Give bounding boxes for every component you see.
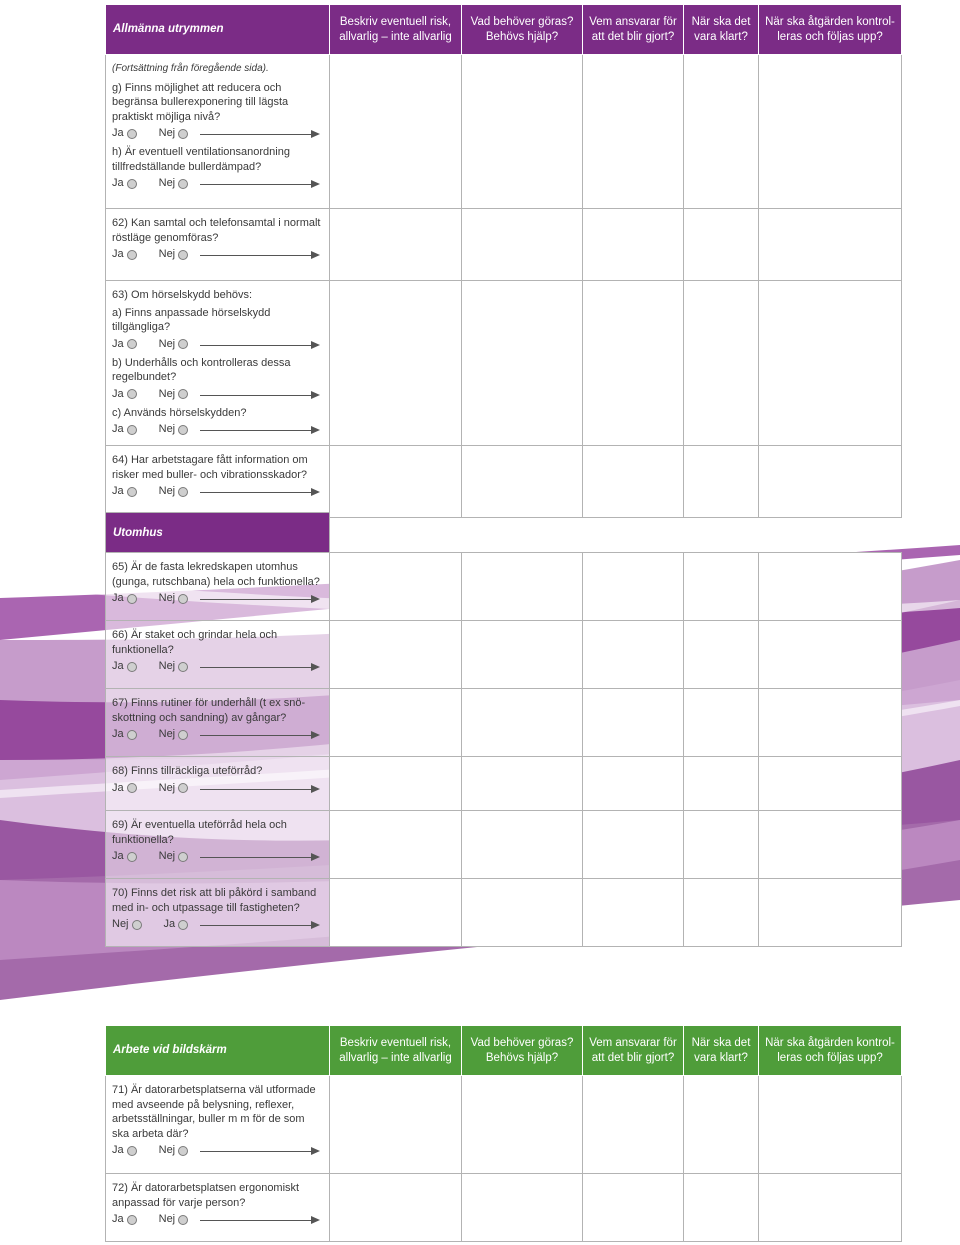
question-text: 68) Finns tillräckliga uteförråd?	[112, 765, 263, 777]
section-header-row	[106, 513, 902, 553]
arrow-right-icon	[200, 599, 318, 600]
choice-label: Ja	[112, 1213, 124, 1225]
answer-choices	[112, 727, 323, 744]
choice-label: Nej	[112, 918, 129, 930]
choice-label: Ja	[112, 728, 124, 740]
choice-label: Nej	[158, 485, 176, 497]
table-row	[106, 811, 902, 879]
section-title: Allmänna utrymmen	[106, 5, 330, 55]
choice-radio[interactable]	[178, 389, 188, 399]
choice-label: Nej	[158, 248, 176, 260]
answer-cell[interactable]	[330, 55, 462, 209]
question-text: g) Finns möjlighet att reducera och begränsa bullerexponering till lägsta praktiskt möjliga nivå?	[112, 81, 289, 123]
answer-choices	[112, 337, 323, 354]
table-row	[106, 553, 902, 621]
risk-table-utomhus	[105, 512, 902, 947]
table-row	[106, 446, 902, 518]
column-header-risk: Beskriv eventuell risk, allvarlig – inte allvarlig	[330, 5, 462, 55]
answer-choices	[112, 484, 323, 501]
question-text: 71) Är datorarbetsplatserna väl utformade med avseende på belysning, reflexer, arbetsställningar, buller m m för de som ska arbeta där?	[112, 1084, 316, 1140]
answer-cell[interactable]	[462, 446, 583, 518]
answer-choices	[112, 917, 323, 934]
answer-cell[interactable]	[684, 621, 759, 689]
answer-cell[interactable]	[684, 811, 759, 879]
answer-cell[interactable]	[462, 1174, 583, 1242]
choice-label: Nej	[158, 728, 176, 740]
question-text: 70) Finns det risk att bli påkörd i samband med in- och utpassage till fastigheten?	[112, 887, 317, 914]
column-header-risk: Beskriv eventuell risk, allvarlig – inte allvarlig	[330, 1026, 462, 1076]
question-cell	[106, 621, 330, 689]
arrow-right-icon	[200, 395, 318, 396]
choice-label: Nej	[158, 660, 176, 672]
choice-label: Nej	[158, 850, 176, 862]
question-cell	[106, 209, 330, 281]
answer-choices	[112, 1212, 323, 1229]
answer-cell[interactable]	[462, 689, 583, 757]
answer-cell[interactable]	[759, 281, 902, 446]
question-cell	[106, 811, 330, 879]
arrow-right-icon	[200, 430, 318, 431]
answer-cell[interactable]	[462, 757, 583, 811]
arrow-right-icon	[200, 925, 318, 926]
choice-radio[interactable]	[127, 389, 137, 399]
answer-cell[interactable]	[462, 553, 583, 621]
question-text: 69) Är eventuella uteförråd hela och funktionella?	[112, 819, 287, 846]
question-text: h) Är eventuell ventilationsanordning tillfredställande bullerdämpad?	[112, 146, 290, 173]
answer-cell[interactable]	[583, 621, 684, 689]
question-cell	[106, 879, 330, 947]
table-row	[106, 879, 902, 947]
answer-choices	[112, 1143, 323, 1160]
answer-cell[interactable]	[462, 1076, 583, 1174]
choice-label: Nej	[158, 337, 176, 350]
choice-radio[interactable]	[178, 339, 188, 349]
answer-cell[interactable]	[684, 757, 759, 811]
arrow-right-icon	[200, 255, 318, 256]
answer-cell[interactable]	[330, 811, 462, 879]
question-cell	[106, 446, 330, 518]
table-row	[106, 1076, 902, 1174]
arrow-right-icon	[200, 667, 318, 668]
question-text: 62) Kan samtal och telefonsamtal i normalt röstläge genomföras?	[112, 217, 321, 244]
choice-radio[interactable]	[178, 783, 188, 793]
arrow-right-icon	[200, 735, 318, 736]
answer-cell[interactable]	[759, 209, 902, 281]
risk-table-bildskarm	[105, 1025, 902, 1242]
choice-label: Nej	[158, 127, 176, 139]
answer-cell[interactable]	[759, 811, 902, 879]
choice-label: Ja	[112, 127, 124, 139]
choice-radio[interactable]	[127, 339, 137, 349]
choice-radio[interactable]	[178, 852, 188, 862]
table-row	[106, 1174, 902, 1242]
choice-label: Ja	[112, 177, 124, 189]
choice-radio[interactable]	[178, 179, 188, 189]
answer-cell[interactable]	[684, 209, 759, 281]
answer-choices	[112, 591, 323, 608]
column-header-responsible: Vem ansvarar för att det blir gjort?	[583, 1026, 684, 1076]
answer-cell[interactable]	[583, 55, 684, 209]
answer-cell[interactable]	[583, 1174, 684, 1242]
choice-label: Nej	[158, 1144, 176, 1156]
arrow-right-icon	[200, 345, 318, 346]
choice-label: Ja	[112, 423, 124, 435]
question-text: 67) Finns rutiner för underhåll (t ex snö-skottning och sandning) av gångar?	[112, 697, 306, 724]
answer-cell[interactable]	[330, 1174, 462, 1242]
column-header-followup: När ska åtgärden kontrol-leras och följas upp?	[759, 5, 902, 55]
answer-cell[interactable]	[684, 1076, 759, 1174]
choice-radio[interactable]	[178, 425, 188, 435]
question-text: 66) Är staket och grindar hela och funktionella?	[112, 629, 278, 656]
question-cell	[106, 1076, 330, 1174]
choice-label: Ja	[112, 781, 124, 794]
answer-cell[interactable]	[684, 281, 759, 446]
answer-choices	[112, 422, 323, 439]
answer-cell[interactable]	[330, 209, 462, 281]
answer-cell[interactable]	[583, 879, 684, 947]
question-cell	[106, 757, 330, 811]
continuation-note: (Fortsättning från föregående sida).	[112, 63, 269, 74]
answer-cell[interactable]	[684, 879, 759, 947]
answer-cell[interactable]	[759, 621, 902, 689]
table-row	[106, 621, 902, 689]
choice-radio[interactable]	[178, 662, 188, 672]
choice-radio[interactable]	[132, 920, 142, 930]
column-header-deadline: När ska det vara klart?	[684, 5, 759, 55]
table-row	[106, 209, 902, 281]
table-row	[106, 55, 902, 209]
answer-cell[interactable]	[583, 553, 684, 621]
choice-radio[interactable]	[127, 1215, 137, 1225]
choice-label: Ja	[112, 850, 124, 862]
choice-radio[interactable]	[127, 730, 137, 740]
arrow-right-icon	[200, 492, 318, 493]
choice-radio[interactable]	[178, 250, 188, 260]
answer-cell[interactable]	[759, 757, 902, 811]
answer-cell[interactable]	[462, 281, 583, 446]
table-row	[106, 281, 902, 446]
answer-cell[interactable]	[583, 446, 684, 518]
choice-radio[interactable]	[127, 425, 137, 435]
choice-radio[interactable]	[127, 852, 137, 862]
answer-choices	[112, 387, 323, 404]
risk-table-allmanna-utrymmen	[105, 4, 902, 518]
section-title: Arbete vid bildskärm	[106, 1026, 330, 1076]
choice-radio[interactable]	[127, 1146, 137, 1156]
answer-cell[interactable]	[759, 55, 902, 209]
choice-label: Nej	[158, 1213, 176, 1225]
answer-cell[interactable]	[330, 1076, 462, 1174]
answer-cell[interactable]	[684, 1174, 759, 1242]
choice-label: Nej	[158, 387, 176, 400]
choice-radio[interactable]	[178, 129, 188, 139]
arrow-right-icon	[200, 184, 318, 185]
answer-cell[interactable]	[330, 621, 462, 689]
table-header	[106, 5, 902, 55]
column-header-deadline: När ska det vara klart?	[684, 1026, 759, 1076]
answer-cell[interactable]	[583, 757, 684, 811]
answer-choices	[112, 781, 323, 798]
arrow-right-icon	[200, 1151, 318, 1152]
choice-label: Ja	[163, 918, 176, 930]
choice-radio[interactable]	[178, 1215, 188, 1225]
answer-cell[interactable]	[462, 879, 583, 947]
column-header-action: Vad behöver göras? Behövs hjälp?	[462, 5, 583, 55]
table-row	[106, 689, 902, 757]
answer-cell[interactable]	[462, 621, 583, 689]
arrow-right-icon	[200, 134, 318, 135]
answer-cell[interactable]	[330, 757, 462, 811]
choice-label: Ja	[112, 387, 124, 400]
table-header	[106, 1026, 902, 1076]
answer-cell[interactable]	[330, 689, 462, 757]
question-cell	[106, 1174, 330, 1242]
choice-radio[interactable]	[127, 129, 137, 139]
answer-cell[interactable]	[583, 811, 684, 879]
answer-cell[interactable]	[583, 1076, 684, 1174]
question-cell	[106, 55, 330, 209]
answer-cell[interactable]	[330, 879, 462, 947]
choice-label: Ja	[112, 1144, 124, 1156]
choice-label: Nej	[158, 423, 176, 435]
answer-cell[interactable]	[462, 811, 583, 879]
answer-cell[interactable]	[759, 1076, 902, 1174]
choice-radio[interactable]	[127, 487, 137, 497]
answer-cell[interactable]	[583, 281, 684, 446]
choice-radio[interactable]	[178, 594, 188, 604]
answer-choices	[112, 126, 323, 143]
answer-cell[interactable]	[583, 209, 684, 281]
answer-cell[interactable]	[759, 879, 902, 947]
section-title: Utomhus	[106, 513, 330, 553]
question-text: b) Underhålls och kontrolleras dessa regelbundet?	[112, 356, 291, 383]
question-text: 72) Är datorarbetsplatsen ergonomiskt anpassad för varje person?	[112, 1182, 300, 1209]
column-header-action: Vad behöver göras? Behövs hjälp?	[462, 1026, 583, 1076]
question-cell	[106, 553, 330, 621]
table-row	[106, 757, 902, 811]
answer-cell[interactable]	[330, 446, 462, 518]
answer-cell[interactable]	[759, 1174, 902, 1242]
choice-label: Nej	[158, 781, 176, 794]
choice-radio[interactable]	[127, 662, 137, 672]
answer-cell[interactable]	[759, 446, 902, 518]
choice-radio[interactable]	[127, 250, 137, 260]
question-cell	[106, 281, 330, 446]
choice-label: Ja	[112, 337, 124, 350]
answer-cell[interactable]	[684, 689, 759, 757]
choice-radio[interactable]	[127, 179, 137, 189]
choice-radio[interactable]	[178, 730, 188, 740]
arrow-right-icon	[200, 857, 318, 858]
choice-label: Ja	[112, 592, 124, 604]
answer-cell[interactable]	[759, 553, 902, 621]
column-header-followup: När ska åtgärden kontrol-leras och följas upp?	[759, 1026, 902, 1076]
choice-label: Ja	[112, 485, 124, 497]
answer-cell[interactable]	[684, 553, 759, 621]
question-text: 65) Är de fasta lekredskapen utomhus (gunga, rutschbana) hela och funktionella?	[112, 561, 320, 588]
answer-cell[interactable]	[583, 689, 684, 757]
question-text: c) Används hörselskydden?	[112, 406, 247, 419]
choice-radio[interactable]	[178, 1146, 188, 1156]
answer-cell[interactable]	[330, 553, 462, 621]
answer-cell[interactable]	[330, 281, 462, 446]
question-text: a) Finns anpassade hörselskydd tillgängliga?	[112, 306, 271, 333]
choice-radio[interactable]	[127, 594, 137, 604]
answer-choices	[112, 176, 323, 193]
answer-cell[interactable]	[684, 446, 759, 518]
answer-cell[interactable]	[684, 55, 759, 209]
column-header-responsible: Vem ansvarar för att det blir gjort?	[583, 5, 684, 55]
choice-label: Ja	[112, 660, 124, 672]
arrow-right-icon	[200, 1220, 318, 1221]
answer-cell[interactable]	[759, 689, 902, 757]
choice-radio[interactable]	[178, 487, 188, 497]
answer-cell[interactable]	[462, 55, 583, 209]
answer-choices	[112, 247, 323, 264]
answer-cell[interactable]	[462, 209, 583, 281]
choice-label: Ja	[112, 248, 124, 260]
choice-radio[interactable]	[178, 920, 188, 930]
arrow-right-icon	[200, 789, 318, 790]
choice-radio[interactable]	[127, 783, 137, 793]
choice-label: Nej	[158, 177, 176, 189]
question-text: 64) Har arbetstagare fått information om risker med buller- och vibrationsskador?	[112, 454, 308, 481]
choice-label: Nej	[158, 592, 176, 604]
question-cell	[106, 689, 330, 757]
answer-choices	[112, 849, 323, 866]
question-intro: 63) Om hörselskydd behövs:	[112, 289, 253, 301]
answer-choices	[112, 659, 323, 676]
